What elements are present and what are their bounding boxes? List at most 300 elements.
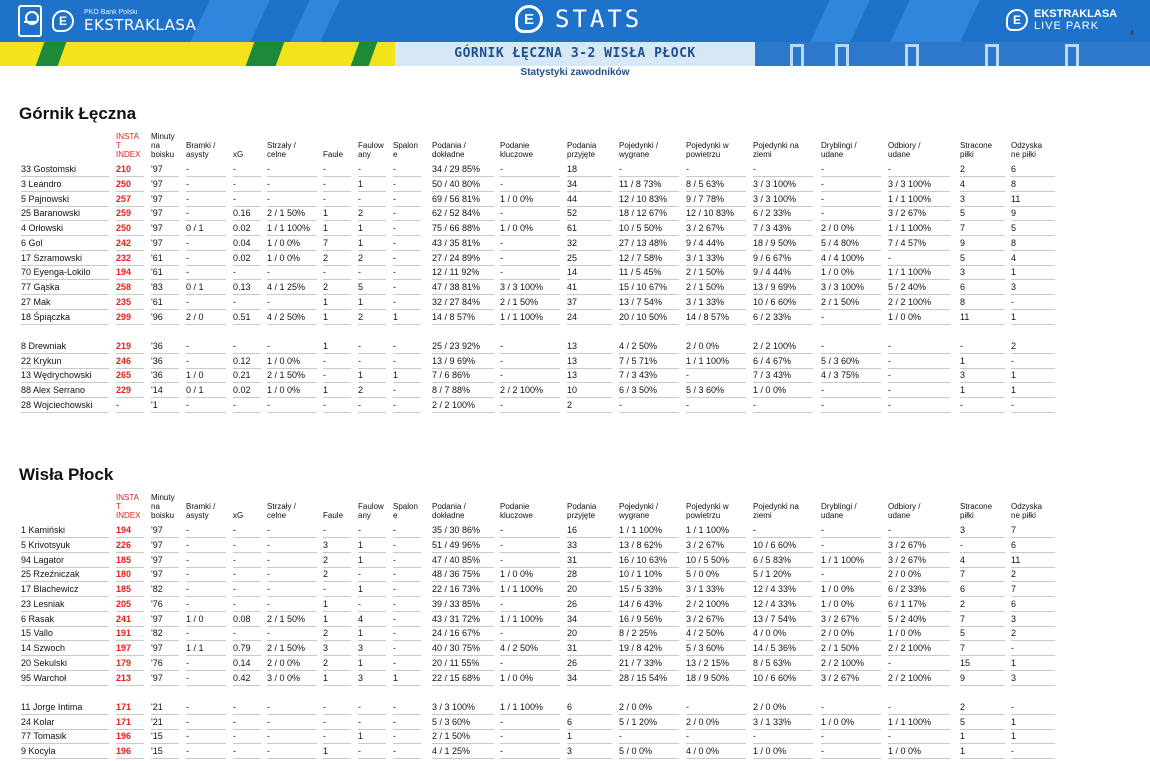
stat-cell: 2 / 2 100% bbox=[432, 399, 476, 410]
row-divider bbox=[151, 220, 179, 221]
row-divider bbox=[116, 670, 144, 671]
row-divider bbox=[821, 294, 881, 295]
stat-cell: - bbox=[500, 731, 503, 742]
stat-cell: - bbox=[267, 296, 270, 307]
row-divider bbox=[393, 250, 421, 251]
row-divider bbox=[753, 758, 813, 759]
stat-cell: 19 / 8 42% bbox=[619, 643, 663, 653]
row-divider bbox=[358, 640, 386, 641]
stat-cell: - bbox=[186, 237, 189, 248]
stat-cell: - bbox=[267, 539, 270, 550]
stat-cell: 1 bbox=[323, 672, 329, 683]
stat-cell: - bbox=[323, 193, 326, 204]
row-divider bbox=[960, 279, 1005, 280]
column-header: Stracone piłki bbox=[960, 141, 993, 159]
row-divider bbox=[116, 250, 144, 251]
player-name: 23 Lesniak bbox=[21, 598, 65, 609]
row-divider bbox=[21, 655, 109, 656]
stat-cell: 4 / 2 50% bbox=[619, 340, 658, 351]
row-divider bbox=[888, 279, 950, 280]
stat-cell: 6 / 5 83% bbox=[753, 554, 792, 565]
row-divider bbox=[1011, 265, 1055, 266]
row-divider bbox=[753, 670, 813, 671]
home-team-color-band bbox=[0, 42, 395, 66]
row-divider bbox=[393, 552, 421, 553]
column-header: Pojedynki w powietrzu bbox=[686, 141, 729, 159]
page-subtitle: Statystyki zawodników bbox=[520, 67, 630, 78]
row-divider bbox=[821, 220, 881, 221]
row-divider bbox=[500, 758, 560, 759]
away-team-color-band bbox=[755, 42, 1150, 66]
stat-cell: - bbox=[323, 178, 326, 189]
stat-cell: 43 / 35 81% bbox=[432, 237, 481, 248]
row-divider bbox=[267, 596, 317, 597]
column-header: Pojedynki / wygrane bbox=[619, 502, 659, 520]
stat-cell: - bbox=[233, 731, 236, 742]
row-divider bbox=[432, 611, 494, 612]
stat-cell: - bbox=[233, 701, 236, 712]
row-divider bbox=[619, 655, 679, 656]
stat-cell: - bbox=[358, 340, 361, 351]
row-divider bbox=[888, 567, 950, 568]
row-divider bbox=[323, 176, 351, 177]
stat-cell: - bbox=[186, 399, 189, 410]
stat-cell: 3 / 3 100% bbox=[432, 701, 476, 712]
row-divider bbox=[619, 714, 679, 715]
row-divider bbox=[686, 250, 746, 251]
row-divider bbox=[267, 176, 317, 177]
stat-cell: - bbox=[1011, 643, 1014, 653]
stat-cell: - bbox=[500, 267, 503, 278]
stat-cell: 9 bbox=[960, 672, 966, 683]
stat-cell: 3 bbox=[960, 267, 966, 278]
row-divider bbox=[567, 685, 612, 686]
stat-cell: 4 / 3 75% bbox=[821, 370, 860, 381]
row-divider bbox=[151, 412, 179, 413]
row-divider bbox=[686, 743, 746, 744]
stat-cell: 2 / 1 50% bbox=[267, 643, 306, 653]
row-divider bbox=[186, 206, 226, 207]
stat-cell: 2 / 1 50% bbox=[500, 296, 539, 307]
row-divider bbox=[1011, 743, 1055, 744]
stat-cell: 2 bbox=[323, 569, 329, 580]
row-divider bbox=[267, 353, 317, 354]
row-divider bbox=[567, 206, 612, 207]
stat-cell: 48 / 36 75% bbox=[432, 569, 481, 580]
row-divider bbox=[686, 309, 746, 310]
row-divider bbox=[151, 743, 179, 744]
row-divider bbox=[358, 206, 386, 207]
stat-cell: 26 bbox=[567, 657, 578, 668]
row-divider bbox=[233, 626, 261, 627]
row-divider bbox=[116, 640, 144, 641]
stat-cell: 0.16 bbox=[233, 208, 251, 219]
stat-cell: - bbox=[186, 746, 189, 756]
stat-cell: 235 bbox=[116, 296, 132, 307]
row-divider bbox=[358, 368, 386, 369]
row-divider bbox=[753, 596, 813, 597]
stat-cell: 34 bbox=[567, 613, 578, 624]
row-divider bbox=[500, 279, 560, 280]
row-divider bbox=[393, 382, 421, 383]
row-divider bbox=[186, 743, 226, 744]
player-name: 77 Tomasik bbox=[21, 731, 67, 742]
stat-cell: 2 bbox=[960, 598, 966, 609]
stat-cell: 185 bbox=[116, 554, 132, 565]
stat-cell: 246 bbox=[116, 355, 132, 366]
player-name: 8 Drewniak bbox=[21, 340, 67, 351]
stat-cell: '97 bbox=[151, 208, 163, 219]
row-divider bbox=[393, 265, 421, 266]
row-divider bbox=[21, 685, 109, 686]
row-divider bbox=[323, 758, 351, 759]
row-divider bbox=[358, 235, 386, 236]
row-divider bbox=[233, 670, 261, 671]
stat-cell: 2 bbox=[960, 164, 966, 174]
row-divider bbox=[151, 537, 179, 538]
stat-cell: 51 / 49 96% bbox=[432, 539, 481, 550]
row-divider bbox=[358, 552, 386, 553]
row-divider bbox=[753, 265, 813, 266]
stat-cell: 8 / 2 25% bbox=[619, 628, 658, 639]
stat-cell: - bbox=[393, 267, 396, 278]
stat-cell: 2 / 2 100% bbox=[686, 598, 730, 609]
stat-cell: 6 bbox=[567, 701, 573, 712]
row-divider bbox=[151, 191, 179, 192]
row-divider bbox=[233, 265, 261, 266]
row-divider bbox=[753, 581, 813, 582]
row-divider bbox=[116, 552, 144, 553]
match-title: GÓRNIK ŁĘCZNA 3-2 WISŁA PŁOCK bbox=[454, 46, 696, 61]
stat-cell: 1 bbox=[358, 223, 364, 233]
away-stripe-graphic bbox=[985, 44, 999, 66]
stat-cell: 210 bbox=[116, 164, 132, 174]
row-divider bbox=[186, 670, 226, 671]
stat-cell: - bbox=[393, 252, 396, 263]
stat-cell: 31 bbox=[567, 643, 578, 653]
stat-cell: '15 bbox=[151, 746, 163, 756]
stat-cell: 35 / 30 86% bbox=[432, 525, 481, 535]
row-divider bbox=[21, 743, 109, 744]
row-divider bbox=[432, 250, 494, 251]
row-divider bbox=[393, 324, 421, 325]
column-header: Podanie kluczowe bbox=[500, 502, 533, 520]
player-name: 33 Gostomski bbox=[21, 164, 77, 174]
stat-cell: - bbox=[500, 598, 503, 609]
row-divider bbox=[358, 250, 386, 251]
stat-cell: 4 / 0 0% bbox=[753, 628, 787, 639]
row-divider bbox=[619, 397, 679, 398]
row-divider bbox=[960, 581, 1005, 582]
stat-cell: 44 bbox=[567, 193, 578, 204]
stat-cell: - bbox=[393, 525, 396, 535]
row-divider bbox=[821, 640, 881, 641]
stat-cell: '97 bbox=[151, 569, 163, 580]
row-divider bbox=[323, 397, 351, 398]
row-divider bbox=[393, 655, 421, 656]
row-divider bbox=[233, 537, 261, 538]
row-divider bbox=[358, 220, 386, 221]
page-number: 4 bbox=[1130, 30, 1134, 37]
stat-cell: - bbox=[186, 628, 189, 639]
row-divider bbox=[358, 567, 386, 568]
row-divider bbox=[186, 714, 226, 715]
stat-cell: 24 / 16 67% bbox=[432, 628, 481, 639]
stat-cell: - bbox=[393, 237, 396, 248]
row-divider bbox=[960, 382, 1005, 383]
stat-cell: 11 bbox=[960, 311, 970, 322]
row-divider bbox=[960, 596, 1005, 597]
row-divider bbox=[753, 324, 813, 325]
stat-cell: '21 bbox=[151, 701, 163, 712]
stat-cell: 18 bbox=[567, 164, 578, 174]
row-divider bbox=[116, 729, 144, 730]
stat-cell: 2 / 0 0% bbox=[888, 569, 922, 580]
row-divider bbox=[686, 206, 746, 207]
row-divider bbox=[151, 206, 179, 207]
row-divider bbox=[1011, 206, 1055, 207]
pko-sponsor-text: PKO Bank Polski bbox=[84, 8, 138, 16]
stat-cell: '36 bbox=[151, 370, 163, 381]
row-divider bbox=[267, 655, 317, 656]
player-name: 13 Wędrychowski bbox=[21, 370, 92, 381]
row-divider bbox=[116, 581, 144, 582]
stat-cell: 3 / 3 100% bbox=[753, 193, 797, 204]
row-divider bbox=[393, 670, 421, 671]
row-divider bbox=[267, 382, 317, 383]
player-name: 5 Krivotsyuk bbox=[21, 539, 71, 550]
stat-cell: - bbox=[821, 701, 824, 712]
row-divider bbox=[753, 294, 813, 295]
stat-cell: - bbox=[619, 164, 622, 174]
row-divider bbox=[432, 265, 494, 266]
row-divider bbox=[432, 552, 494, 553]
stat-cell: 4 bbox=[960, 554, 966, 565]
stat-cell: 12 / 4 33% bbox=[753, 584, 797, 594]
row-divider bbox=[821, 353, 881, 354]
stat-cell: - bbox=[186, 731, 189, 742]
row-divider bbox=[393, 640, 421, 641]
row-divider bbox=[960, 685, 1005, 686]
stat-cell: - bbox=[393, 746, 396, 756]
row-divider bbox=[432, 670, 494, 671]
row-divider bbox=[567, 655, 612, 656]
row-divider bbox=[186, 191, 226, 192]
row-divider bbox=[432, 397, 494, 398]
stat-cell: - bbox=[186, 657, 189, 668]
row-divider bbox=[500, 220, 560, 221]
pko-ekstraklasa-logo bbox=[18, 4, 196, 38]
stat-cell: 1 / 0 0% bbox=[500, 672, 534, 683]
row-divider bbox=[358, 397, 386, 398]
row-divider bbox=[21, 220, 109, 221]
stat-cell: - bbox=[186, 193, 189, 204]
row-divider bbox=[358, 537, 386, 538]
row-divider bbox=[358, 279, 386, 280]
stat-cell: - bbox=[888, 340, 891, 351]
stat-cell: 15 bbox=[960, 657, 971, 668]
stat-cell: - bbox=[821, 311, 824, 322]
row-divider bbox=[267, 220, 317, 221]
row-divider bbox=[186, 294, 226, 295]
row-divider bbox=[753, 640, 813, 641]
stat-cell: '97 bbox=[151, 643, 163, 653]
row-divider bbox=[393, 581, 421, 582]
stat-cell: - bbox=[393, 282, 396, 292]
stat-cell: - bbox=[393, 584, 396, 594]
row-divider bbox=[323, 640, 351, 641]
stat-cell: 2 bbox=[358, 208, 364, 219]
row-divider bbox=[753, 567, 813, 568]
stat-cell: 2 / 1 50% bbox=[686, 282, 725, 292]
stat-cell: 15 / 10 67% bbox=[619, 282, 668, 292]
stat-cell: 3 / 1 33% bbox=[753, 716, 792, 727]
stat-cell: '97 bbox=[151, 193, 163, 204]
column-header: INSTA T INDEX bbox=[116, 493, 141, 520]
row-divider bbox=[151, 670, 179, 671]
stat-cell: 3 bbox=[960, 193, 966, 204]
row-divider bbox=[500, 397, 560, 398]
stat-cell: 21 / 7 33% bbox=[619, 657, 663, 668]
stat-cell: 14 / 6 43% bbox=[619, 598, 663, 609]
stat-cell: 8 / 5 63% bbox=[686, 178, 725, 189]
stat-cell: 22 / 15 68% bbox=[432, 672, 481, 683]
row-divider bbox=[960, 397, 1005, 398]
row-divider bbox=[500, 640, 560, 641]
row-divider bbox=[186, 250, 226, 251]
player-name: 4 Orłowski bbox=[21, 223, 64, 233]
stat-cell: 1 / 0 0% bbox=[753, 746, 787, 756]
stat-cell: 18 / 12 67% bbox=[619, 208, 668, 219]
stat-cell: 196 bbox=[116, 746, 132, 756]
banner-stripe bbox=[810, 0, 870, 42]
column-header: Odbiory / udane bbox=[888, 141, 921, 159]
away-stripe-graphic bbox=[1065, 44, 1079, 66]
row-divider bbox=[358, 265, 386, 266]
row-divider bbox=[619, 220, 679, 221]
player-name: 25 Baranowski bbox=[21, 208, 81, 219]
row-divider bbox=[821, 309, 881, 310]
stat-cell: - bbox=[233, 164, 236, 174]
player-name: 6 Gol bbox=[21, 237, 43, 248]
row-divider bbox=[753, 626, 813, 627]
away-stripe-graphic bbox=[835, 44, 849, 66]
row-divider bbox=[753, 655, 813, 656]
stat-cell: '97 bbox=[151, 223, 163, 233]
stat-cell: - bbox=[267, 399, 270, 410]
stat-cell: 1 bbox=[567, 731, 573, 742]
row-divider bbox=[151, 581, 179, 582]
row-divider bbox=[686, 294, 746, 295]
stat-cell: 1 / 0 bbox=[186, 613, 204, 624]
stat-cell: - bbox=[619, 399, 622, 410]
stat-cell: 5 / 0 0% bbox=[619, 746, 653, 756]
stat-cell: 5 bbox=[960, 628, 966, 639]
stat-cell: - bbox=[358, 525, 361, 535]
stat-cell: 1 / 0 0% bbox=[821, 598, 855, 609]
row-divider bbox=[619, 294, 679, 295]
row-divider bbox=[888, 206, 950, 207]
row-divider bbox=[151, 729, 179, 730]
stat-cell: 11 bbox=[1011, 554, 1021, 565]
stat-cell: 8 bbox=[1011, 237, 1017, 248]
row-divider bbox=[500, 743, 560, 744]
column-header: Pojedynki na ziemi bbox=[753, 141, 799, 159]
stat-cell: - bbox=[186, 355, 189, 366]
row-divider bbox=[753, 552, 813, 553]
row-divider bbox=[753, 397, 813, 398]
stat-cell: 13 / 7 54% bbox=[619, 296, 663, 307]
row-divider bbox=[888, 309, 950, 310]
row-divider bbox=[960, 729, 1005, 730]
row-divider bbox=[116, 397, 144, 398]
row-divider bbox=[151, 176, 179, 177]
row-divider bbox=[567, 220, 612, 221]
row-divider bbox=[500, 353, 560, 354]
stat-cell: 1 / 0 0% bbox=[500, 193, 534, 204]
row-divider bbox=[233, 176, 261, 177]
stat-cell: 10 / 5 50% bbox=[686, 554, 730, 565]
row-divider bbox=[151, 626, 179, 627]
stat-cell: '15 bbox=[151, 731, 163, 742]
stat-cell: 18 / 9 50% bbox=[753, 237, 797, 248]
row-divider bbox=[567, 324, 612, 325]
row-divider bbox=[960, 176, 1005, 177]
stat-cell: - bbox=[753, 525, 756, 535]
row-divider bbox=[1011, 581, 1055, 582]
stat-cell: '82 bbox=[151, 628, 163, 639]
stat-cell: - bbox=[888, 399, 891, 410]
row-divider bbox=[233, 758, 261, 759]
row-divider bbox=[358, 176, 386, 177]
stat-cell: 5 bbox=[1011, 223, 1017, 233]
stat-cell: 7 bbox=[960, 643, 966, 653]
stat-cell: - bbox=[821, 525, 824, 535]
stat-cell: 3 bbox=[323, 539, 329, 550]
stat-cell: 2 / 1 50% bbox=[267, 613, 306, 624]
row-divider bbox=[619, 567, 679, 568]
stat-cell: - bbox=[888, 370, 891, 381]
row-divider bbox=[686, 552, 746, 553]
stat-cell: 34 bbox=[567, 178, 578, 189]
stat-cell: 6 bbox=[960, 584, 966, 594]
stat-cell: - bbox=[393, 554, 396, 565]
stat-cell: - bbox=[888, 355, 891, 366]
row-divider bbox=[358, 714, 386, 715]
stat-cell: 33 bbox=[567, 539, 578, 550]
stat-cell: 2 / 0 0% bbox=[619, 701, 653, 712]
stat-cell: - bbox=[358, 716, 361, 727]
stat-cell: 1 / 1 bbox=[186, 643, 204, 653]
row-divider bbox=[432, 382, 494, 383]
stat-cell: 232 bbox=[116, 252, 132, 263]
stat-cell: 1 bbox=[1011, 267, 1017, 278]
stat-cell: 1 bbox=[358, 237, 364, 248]
row-divider bbox=[186, 685, 226, 686]
row-divider bbox=[151, 655, 179, 656]
row-divider bbox=[393, 567, 421, 568]
stat-cell: 6 bbox=[567, 716, 573, 727]
stat-cell: - bbox=[233, 399, 236, 410]
row-divider bbox=[116, 382, 144, 383]
stat-cell: 1 bbox=[358, 370, 364, 381]
row-divider bbox=[233, 729, 261, 730]
stat-cell: 1 bbox=[358, 539, 364, 550]
stat-cell: - bbox=[393, 164, 396, 174]
row-divider bbox=[267, 265, 317, 266]
row-divider bbox=[500, 176, 560, 177]
row-divider bbox=[21, 294, 109, 295]
